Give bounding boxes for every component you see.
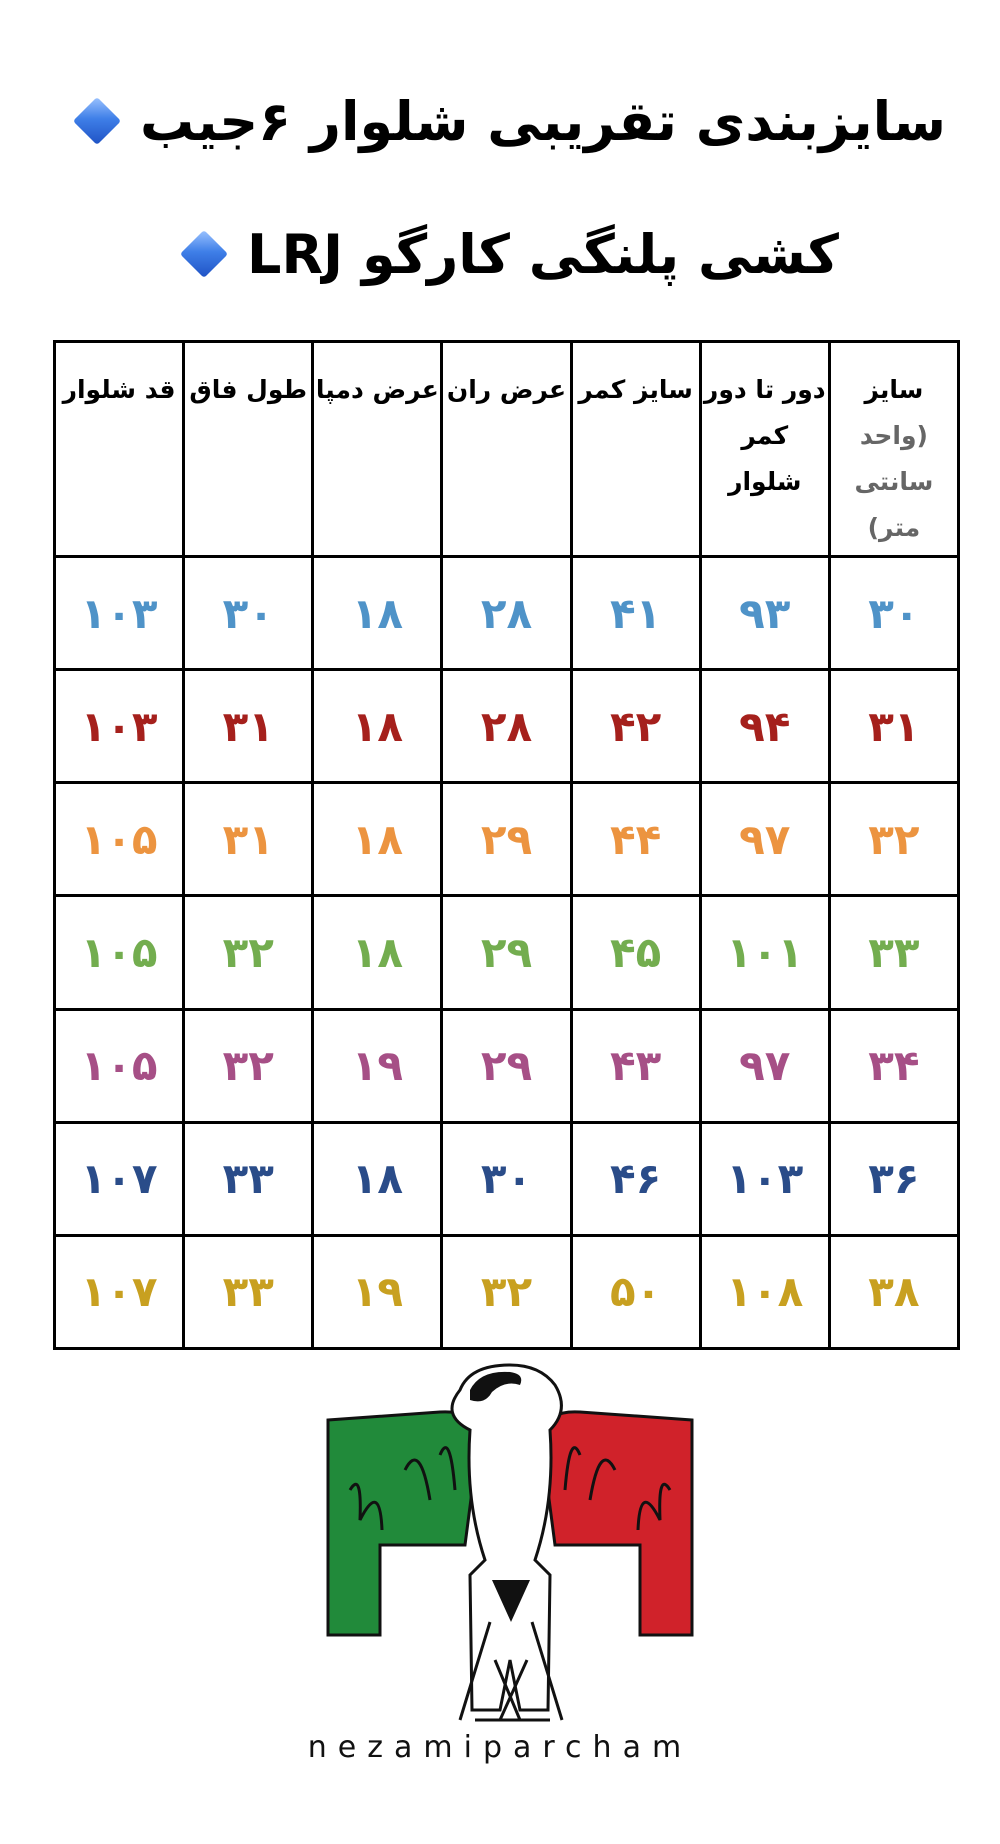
table-cell: ۴۱: [571, 557, 700, 670]
column-header: [700, 342, 829, 557]
brand-name: nezamiparcham: [307, 1730, 693, 1765]
column-header-label: عرض دمپا: [315, 375, 439, 404]
page-title-line-2: [0, 223, 1000, 286]
table-cell: ۲۸: [442, 557, 571, 670]
table-row: [55, 670, 959, 783]
table-cell: ۱۰۷: [55, 1235, 184, 1348]
table-cell: ۵۰: [571, 1235, 700, 1348]
column-header-unit: (واحد سانتی متر): [854, 421, 934, 542]
table-cell: ۳۸: [829, 1235, 958, 1348]
table-cell: ۳۲: [829, 783, 958, 896]
table-cell: ۴۶: [571, 1122, 700, 1235]
table-row: [55, 1009, 959, 1122]
title-prefix: کشی پلنگی کارگو: [361, 223, 839, 286]
column-header-label: دور تا دور کمر شلوار: [703, 375, 826, 496]
title-text: سایزبندی تقریبی شلوار ۶جیب: [139, 90, 947, 153]
table-cell: ۱۰۳: [55, 670, 184, 783]
column-header-label: سایز: [864, 375, 924, 404]
table-cell: ۳۱: [184, 670, 313, 783]
table-cell: ۲۹: [442, 896, 571, 1009]
table-cell: ۱۸: [313, 1122, 442, 1235]
table-cell: ۳۴: [829, 1009, 958, 1122]
column-header: [55, 342, 184, 557]
table-cell: ۱۸: [313, 896, 442, 1009]
table-cell: ۹۷: [700, 1009, 829, 1122]
table-row: [55, 557, 959, 670]
table-cell: ۱۰۷: [55, 1122, 184, 1235]
table-cell: ۲۹: [442, 783, 571, 896]
table-cell: ۳۰: [184, 557, 313, 670]
header-row: [55, 342, 959, 557]
table-cell: ۹۴: [700, 670, 829, 783]
table-cell: ۱۹: [313, 1235, 442, 1348]
table-cell: ۱۸: [313, 783, 442, 896]
table-cell: ۱۰۵: [55, 896, 184, 1009]
column-header: [829, 342, 958, 557]
table-cell: ۴۳: [571, 1009, 700, 1122]
column-header-label: عرض ران: [446, 375, 567, 404]
table-cell: ۳۳: [829, 896, 958, 1009]
table-row: [55, 1122, 959, 1235]
column-header: [313, 342, 442, 557]
table-body: [55, 557, 959, 1349]
table-cell: ۹۳: [700, 557, 829, 670]
table-cell: ۳۰: [829, 557, 958, 670]
column-header-label: سایز کمر: [578, 375, 693, 404]
table-cell: ۳۶: [829, 1122, 958, 1235]
table-cell: ۳۳: [184, 1122, 313, 1235]
eagle-flag-logo-icon: [320, 1360, 700, 1760]
column-header: [184, 342, 313, 557]
table-row: [55, 1235, 959, 1348]
size-table: [53, 340, 960, 1350]
table-cell: ۳۰: [442, 1122, 571, 1235]
blue-diamond-icon: [180, 230, 228, 278]
table-cell: ۱۰۸: [700, 1235, 829, 1348]
table-cell: ۱۸: [313, 670, 442, 783]
column-header: [571, 342, 700, 557]
table-cell: ۴۲: [571, 670, 700, 783]
page-title-line-1: [0, 90, 1000, 153]
table-cell: ۳۲: [442, 1235, 571, 1348]
table-cell: ۳۲: [184, 1009, 313, 1122]
table-cell: ۳۳: [184, 1235, 313, 1348]
table-cell: ۱۹: [313, 1009, 442, 1122]
table-cell: ۱۰۵: [55, 783, 184, 896]
blue-diamond-icon: [73, 97, 121, 145]
table-cell: ۳۱: [829, 670, 958, 783]
table-cell: ۴۵: [571, 896, 700, 1009]
table-cell: ۱۰۳: [700, 1122, 829, 1235]
table-cell: ۱۰۵: [55, 1009, 184, 1122]
title-brand: LRJ: [247, 223, 344, 286]
table-cell: ۱۸: [313, 557, 442, 670]
table-cell: ۲۸: [442, 670, 571, 783]
table-row: [55, 783, 959, 896]
table-cell: ۱۰۳: [55, 557, 184, 670]
table-cell: ۹۷: [700, 783, 829, 896]
table-cell: ۳۲: [184, 896, 313, 1009]
table-row: [55, 896, 959, 1009]
table-cell: ۴۴: [571, 783, 700, 896]
table-cell: ۲۹: [442, 1009, 571, 1122]
table-cell: ۱۰۱: [700, 896, 829, 1009]
column-header: [442, 342, 571, 557]
table-cell: ۳۱: [184, 783, 313, 896]
column-header-label: طول فاق: [189, 375, 308, 404]
column-header-label: قد شلوار: [62, 375, 176, 404]
